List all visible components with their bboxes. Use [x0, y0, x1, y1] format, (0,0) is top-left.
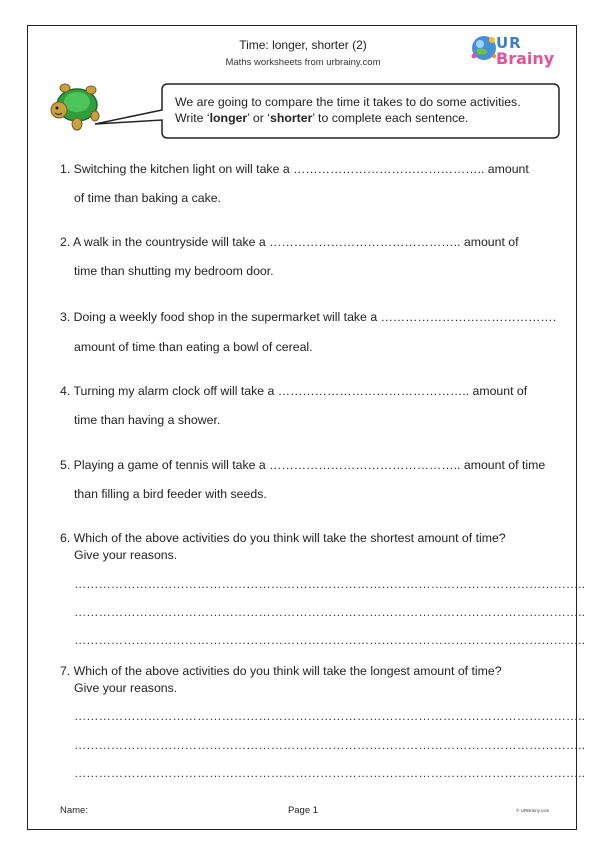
globe-icon: [470, 34, 498, 62]
question-5-line-1: 5. Playing a game of tennis will take a ……………………………………….. amount of time: [60, 458, 546, 472]
question-4-line-2: time than having a shower.: [74, 413, 221, 427]
answer-line[interactable]: ……………………………………………………………………………………………………………..: [74, 633, 586, 647]
answer-line[interactable]: ……………………………………………………………………………………………………………..: [74, 605, 586, 619]
answer-line[interactable]: ……………………………………………………………………………………………………………..: [74, 577, 586, 591]
question-7-line-1: 7. Which of the above activities do you think will take the longest amount of time?: [60, 664, 502, 678]
question-3-line-2: amount of time than eating a bowl of cereal.: [74, 340, 313, 354]
instructions-text: [175, 94, 555, 126]
question-2-line-2: time than shutting my bedroom door.: [74, 264, 274, 278]
answer-line[interactable]: ……………………………………………………………………………………………………………..: [74, 766, 586, 780]
word-shorter: shorter: [269, 111, 313, 125]
worksheet-subtitle: Maths worksheets from urbrainy.com: [225, 57, 381, 68]
question-6-line-2: Give your reasons.: [74, 548, 178, 562]
answer-line[interactable]: ……………………………………………………………………………………………………………..: [74, 709, 586, 723]
question-2-line-1: 2. A walk in the countryside will take a ……………………………………….. amount of: [60, 235, 519, 249]
worksheet-title: Time: longer, shorter (2): [239, 38, 367, 52]
question-6-line-1: 6. Which of the above activities do you think will take the shortest amount of time?: [60, 531, 506, 545]
answer-line[interactable]: ……………………………………………………………………………………………………………..: [74, 738, 586, 752]
question-3-line-1: 3. Doing a weekly food shop in the supermarket will take a …………………………………….: [60, 310, 557, 324]
question-1-line-2: of time than baking a cake.: [74, 191, 221, 205]
urbrainy-logo: [470, 32, 560, 72]
question-7-line-2: Give your reasons.: [74, 681, 178, 695]
instructions-line-1: We are going to compare the time it takes to do some activities.: [175, 95, 521, 109]
question-1-line-1: 1. Switching the kitchen light on will take a ……………………………………….. amount: [60, 162, 529, 176]
logo-text-ur: UR: [496, 34, 522, 52]
word-longer: longer: [209, 111, 248, 125]
question-4-line-1: 4. Turning my alarm clock off will take a ……………………………………….. amount of: [60, 384, 528, 398]
name-label: Name:: [60, 805, 88, 816]
question-5-line-2: than filling a bird feeder with seeds.: [74, 487, 267, 501]
logo-text-brainy: Brainy: [496, 49, 555, 68]
page-number: Page 1: [287, 805, 319, 816]
copyright-text: © URBrainy.com: [516, 808, 550, 813]
instructions-line-2: Write ‘longer’ or ‘shorter’ to complete each sentence.: [175, 111, 469, 125]
